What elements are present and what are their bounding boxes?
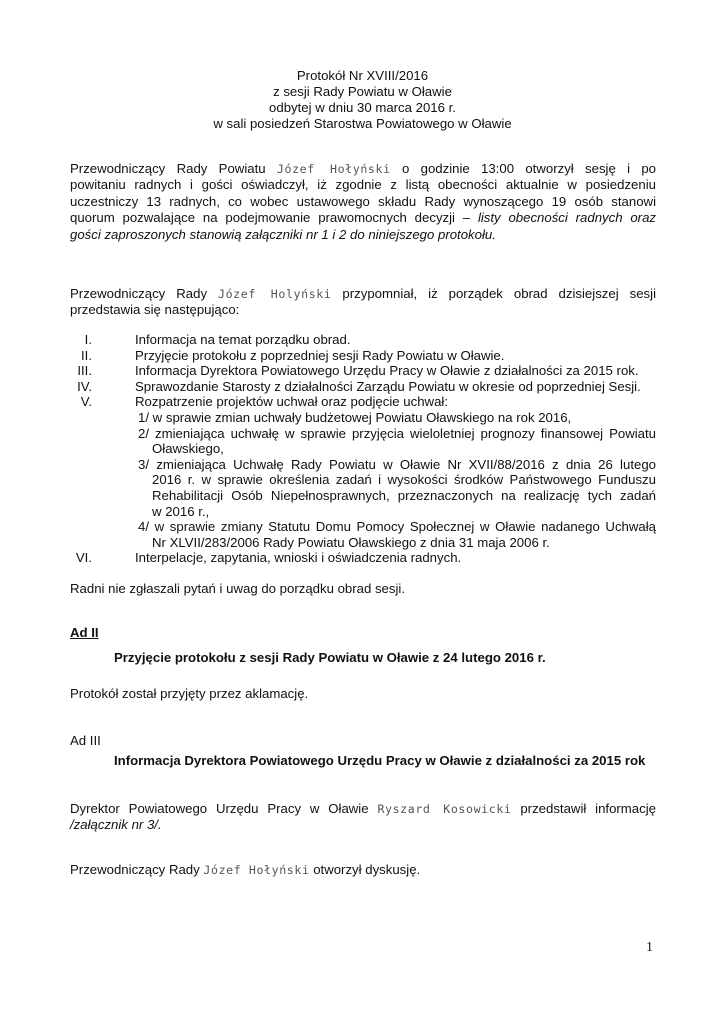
resolution-item: 1/ w sprawie zmian uchwały budżetowej Powiatu Oławskiego na rok 2016, <box>138 409 572 425</box>
section-ad-ii-text: Protokół został przyjęty przez aklamację. <box>70 686 309 701</box>
agenda-item: VI. Interpelacje, zapytania, wnioski i oświadczenia radnych. <box>75 550 462 566</box>
resolution-item: 2/ zmieniająca uchwałę w sprawie przyjęcia wieloletniej prognozy finansowej Powiatu <box>138 425 656 441</box>
section-ad-iii-title: Informacja Dyrektora Powiatowego Urzędu Pracy w Oławie z działalności za 2015 rok <box>114 753 646 768</box>
resolution-item: 3/ zmieniająca Uchwałę Rady Powiatu w Oławie Nr XVII/88/2016 z dnia 26 lutego <box>138 456 656 472</box>
protocol-header <box>0 68 725 132</box>
discussion-paragraph: Przewodniczący Rady Józef Hołyński otworzył dyskusję. <box>70 862 421 877</box>
session-date: odbytej w dniu 30 marca 2016 r. <box>269 100 456 115</box>
chairman-name: Józef Hołyński <box>203 863 310 877</box>
agenda-item: III. Informacja Dyrektora Powiatowego Urzędu Pracy w Oławie z działalności za 2015 rok. <box>77 363 639 379</box>
chairman-name: Józef Holyński <box>218 287 332 301</box>
session-location: w sali posiedzeń Starostwa Powiatowego w Oławie <box>213 116 512 131</box>
director-paragraph: Dyrektor Powiatowego Urzędu Pracy w Oławie Ryszard Kosowicki przedstawił informację /załącznik nr 3/. <box>70 801 656 833</box>
chairman-name: Józef Hołyński <box>276 162 391 176</box>
section-ad-iii-label: Ad III <box>70 733 101 748</box>
agenda-item: I. Informacja na temat porządku obrad. <box>84 332 351 347</box>
agenda-list <box>70 332 660 566</box>
opening-paragraph: Przewodniczący Rady Powiatu Józef Hołyński o godzinie 13:00 otworzył sesję i po powitaniu radnych i gości oświadczył, iż zgodnie z listą obecności aktualnie w posiedzeniu uczestniczy 13 radnych, co wobec ustawowego składu Rady wynoszącego 19 osób stanowi quorum pozwalające na podejmowanie prawomocnych decyzji – listy obecności radnych oraz gości zaproszonych stanowią załączniki nr 1 i 2 do niniejszego protokołu. <box>70 161 657 242</box>
no-questions-note: Radni nie zgłaszali pytań i uwag do porządku obrad sesji. <box>70 581 406 596</box>
session-name: z sesji Rady Powiatu w Oławie <box>273 84 452 99</box>
section-ad-ii-title: Przyjęcie protokołu z sesji Rady Powiatu w Oławie z 24 lutego 2016 r. <box>114 650 546 665</box>
agenda-item: V. Rozpatrzenie projektów uchwał oraz podjęcie uchwał: <box>80 394 449 410</box>
director-name: Ryszard Kosowicki <box>377 802 512 816</box>
page-number: 1 <box>646 940 653 955</box>
resolution-list: 1/ w sprawie zmian uchwały budżetowej Powiatu Oławskiego na rok 2016, 2/ zmieniająca uchwałę w sprawie przyjęcia wieloletniej prognozy finansowej Powiatu Oławskiego, 3/ zmieniająca Uchwałę Rady Powiatu w Oławie Nr XVII/88/2016 z dnia 26 lutego 2016 r. w sprawie określenia zadań i wysokości środków Państwowego Funduszu Rehabilitacji Osób Niepełnosprawnych, przeznaczonych na realizację tych zadań w 2016 r., 4/ w sprawie zmiany Statutu Domu Pomocy Społecznej w Oławie nadanego Uchwałą Nr XLVII/283/2006 Rady Powiatu Oławskiego z dnia 31 maja 2006 r. <box>138 409 656 550</box>
resolution-item: 4/ w sprawie zmiany Statutu Domu Pomocy Społecznej w Oławie nadanego Uchwałą <box>138 519 656 535</box>
agenda-intro-paragraph: Przewodniczący Rady Józef Holyński przypomniał, iż porządek obrad dzisiejszej sesji przedstawia się następująco: <box>70 286 657 318</box>
agenda-item: IV. Sprawozdanie Starosty z działalności Zarządu Powiatu w okresie od poprzedniej Sesji. <box>77 378 641 394</box>
protocol-number: Protokół Nr XVIII/2016 <box>296 68 429 83</box>
agenda-item: II. Przyjęcie protokołu z poprzedniej sesji Rady Powiatu w Oławie. <box>81 347 505 363</box>
section-ad-ii-label: Ad II <box>70 625 99 640</box>
